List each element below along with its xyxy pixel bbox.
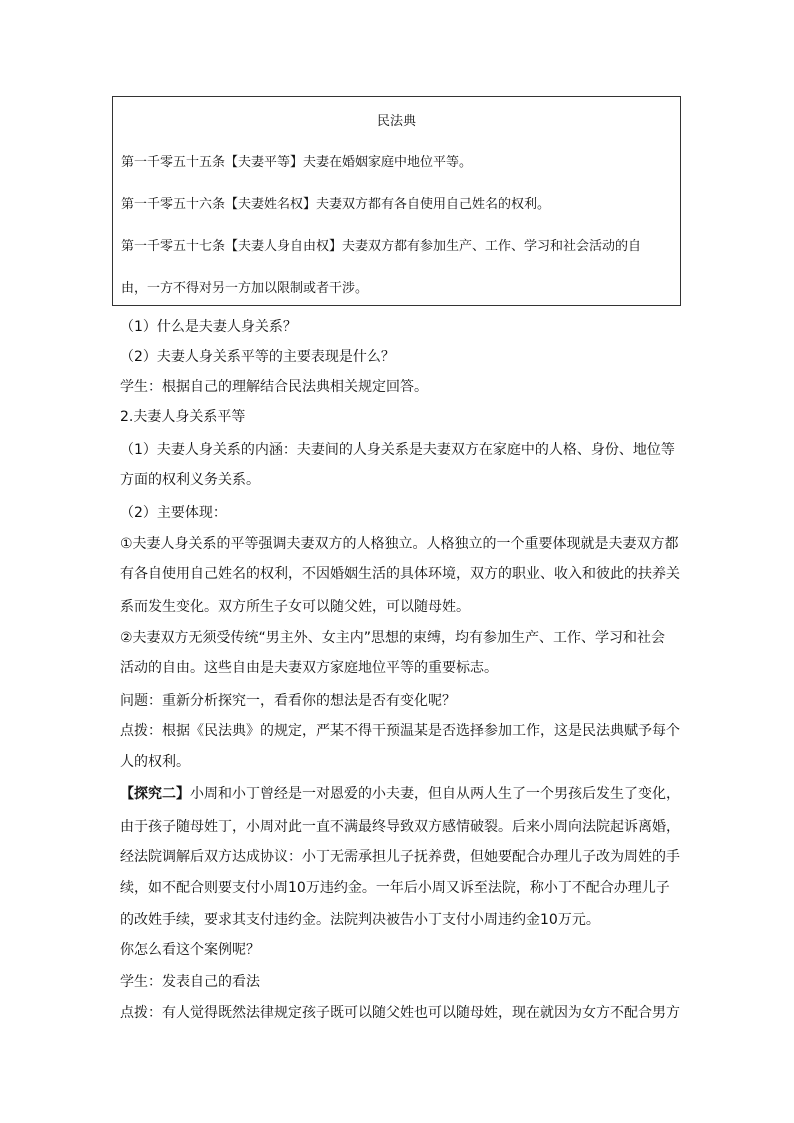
article-1055: 第一千零五十五条【夫妻平等】夫妻在婚姻家庭中地位平等。 — [121, 155, 473, 170]
paragraph-line: （1）夫妻人身关系的内涵：夫妻间的人身关系是夫妻双方在家庭中的人格、身份、地位等 — [120, 442, 675, 458]
student-answer-2: 学生：发表自己的看法 — [120, 974, 260, 990]
civil-code-excerpt-box — [112, 96, 681, 306]
hint-line-final: 点拨：有人觉得既然法律规定孩子既可以随父姓也可以随母姓，现在就因为女方不配合男方 — [120, 1005, 680, 1021]
question-2: （2）夫妻人身关系平等的主要表现是什么？ — [120, 349, 395, 365]
hint-line: 点拨：根据《民法典》的规定，严某不得干预温某是否选择参加工作，这是民法典赋予每个 — [120, 723, 680, 739]
paragraph-line: 有各自使用自己姓名的权利，不因婚姻生活的具体环境，双方的职业、收入和彼此的扶养关 — [120, 566, 680, 582]
hint-line: 人的权利。 — [120, 754, 190, 770]
paragraph-line: 方面的权利义务关系。 — [120, 472, 260, 488]
article-1056: 第一千零五十六条【夫妻姓名权】夫妻双方都有各自使用自己姓名的权利。 — [121, 197, 551, 212]
article-1057-continued: 由，一方不得对另一方加以限制或者干涉。 — [121, 281, 369, 296]
inquiry-two-first-line — [120, 783, 680, 803]
student-answer-1: 学生：根据自己的理解结合民法典相关规定回答。 — [120, 379, 428, 395]
question-1: （1）什么是夫妻人身关系？ — [120, 319, 297, 335]
question-3: 问题：重新分析探究一，看看你的想法是否有变化呢？ — [120, 693, 456, 709]
case-line: 续，如不配合则要支付小周10万违约金。一年后小周又诉至法院，称小丁不配合办理儿子 — [120, 880, 670, 896]
law-box-title: 民法典 — [376, 114, 416, 129]
article-1057: 第一千零五十七条【夫妻人身自由权】夫妻双方都有参加生产、工作、学习和社会活动的自 — [121, 239, 642, 254]
paragraph-line: （2）主要体现： — [120, 505, 227, 521]
section-heading: 2.夫妻人身关系平等 — [120, 409, 246, 425]
paragraph-line: ②夫妻双方无须受传统“男主外、女主内”思想的束缚，均有参加生产、工作、学习和社会 — [120, 630, 666, 646]
case-line: 经法院调解后双方达成协议：小丁无需承担儿子抚养费，但她要配合办理儿子改为周姓的手 — [120, 849, 680, 865]
paragraph-line: ①夫妻人身关系的平等强调夫妻双方的人格独立。人格独立的一个重要体现就是夫妻双方都 — [120, 536, 679, 552]
case-line: 由于孩子随母姓丁，小周对此一直不满最终导致双方感情破裂。后来小周向法院起诉离婚， — [120, 819, 680, 835]
paragraph-line: 系而发生变化。双方所生子女可以随父姓，可以随母姓。 — [120, 599, 470, 615]
inquiry-two-text: 小周和小丁曾经是一对恩爱的小夫妻，但自从两人生了一个男孩后发生了变化， — [190, 786, 680, 802]
question-4: 你怎么看这个案例呢？ — [120, 942, 260, 958]
paragraph-line: 活动的自由。这些自由是夫妻双方家庭地位平等的重要标志。 — [120, 660, 498, 676]
case-line: 的改姓手续，要求其支付违约金。法院判决被告小丁支付小周违约金10万元。 — [120, 912, 600, 928]
inquiry-two-label: 【探究二】 — [120, 786, 190, 802]
